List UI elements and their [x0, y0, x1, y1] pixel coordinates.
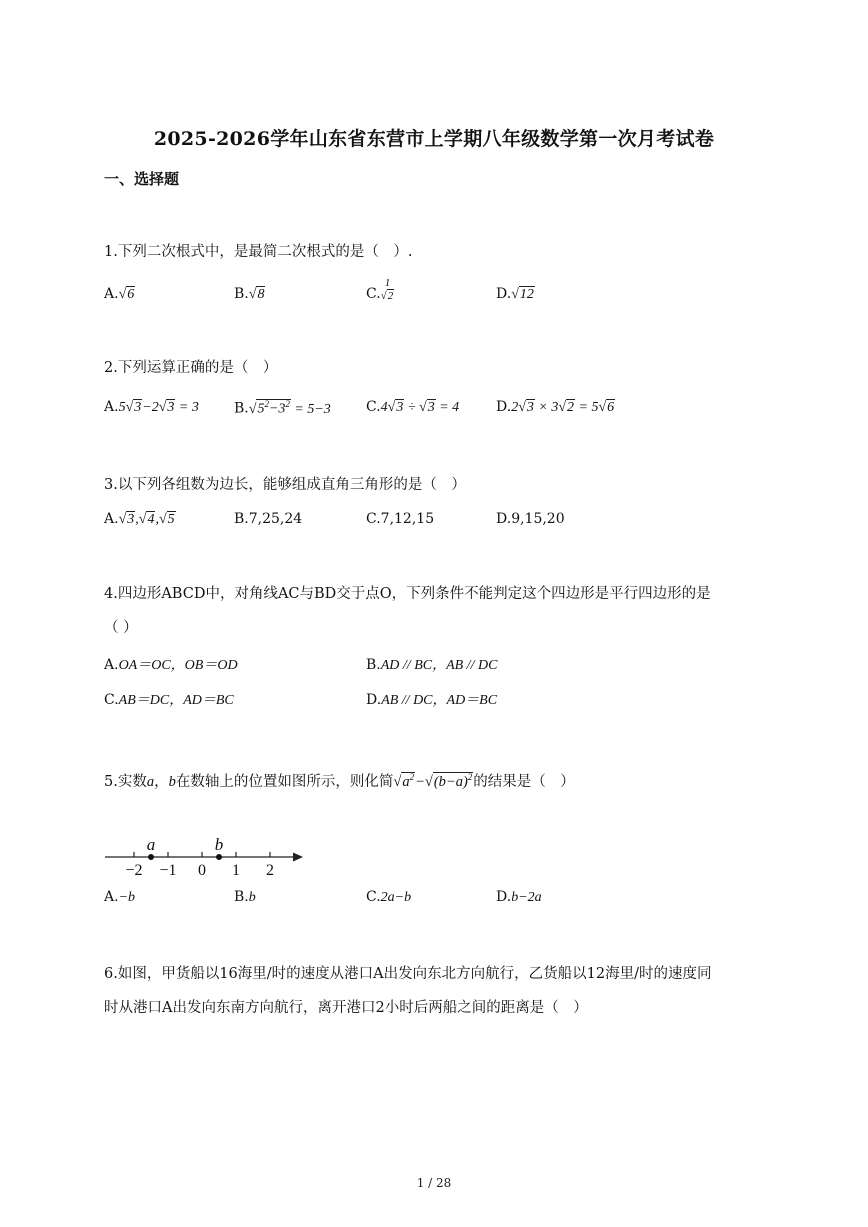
section-heading: 一、选择题 [104, 170, 180, 188]
question-4-stem-line-2: （ ） [104, 620, 138, 636]
number-line-tick-label: 1 [232, 862, 240, 879]
question-1-option-b: B.√8 [234, 286, 265, 302]
page-title: 2025-2026学年山东省东营市上学期八年级数学第一次月考试卷 [153, 128, 715, 150]
number-line-figure [100, 834, 310, 880]
question-5-stem: 5.实数a，b在数轴上的位置如图所示，则化简$√a^2-√(b-a)^2$的结果是（ ） [104, 772, 575, 790]
number-line-point-label: b [214, 835, 224, 854]
number-line-tick-label: 2 [266, 862, 274, 879]
question-1-option-a: A.√6 [104, 286, 135, 302]
number-line-tick-label: 0 [198, 862, 206, 879]
question-4-option-b: B.AD // BC，AB // DC [366, 657, 498, 673]
number-line-tick-label: −2 [125, 862, 143, 879]
question-4-option-a: A.OA＝OC，OB＝OD [104, 657, 238, 673]
question-4-stem-line-1: 4.四边形ABCD中，对角线AC与BD交于点O，下列条件不能判定这个四边形是平行四边形的是 [104, 586, 711, 602]
question-5-option-a: A.−b [104, 889, 136, 905]
question-1-option-d: D.√12 [496, 286, 534, 302]
question-5-option-d: D.b−2a [496, 889, 542, 905]
number-line-point-b [216, 854, 222, 860]
number-line-point-a [148, 854, 154, 860]
question-4-option-c: C.AB＝DC，AD＝BC [104, 692, 234, 708]
question-3-option-d: D.9,15,20 [496, 511, 565, 527]
question-4-option-d: D.AB // DC，AD＝BC [366, 692, 498, 708]
question-5-option-b: B.b [234, 889, 256, 905]
question-2-option-c: C.4√3 ÷ √3 = 4 [366, 399, 460, 415]
question-3-stem: 3.以下列各组数为边长，能够组成直角三角形的是（ ） [104, 477, 466, 493]
number-line-point-label: a [146, 835, 156, 854]
question-2-stem: 2.下列运算正确的是（ ） [104, 360, 278, 376]
number-line-tick-label: −1 [159, 862, 177, 879]
question-5-option-c: C.2a−b [366, 889, 412, 905]
question-1-stem: 1.下列二次根式中，是最简二次根式的是（ ）. [104, 244, 413, 260]
question-2-option-b: $B.√5^2-3^2 = 5-3$ [234, 399, 331, 417]
question-6-stem-line-1: 6.如图，甲货船以16海里/时的速度从港口A出发向东北方向航行，乙货船以12海里/时的速度同 [104, 966, 712, 982]
question-2-option-a: A.5√3−2√3 = 3 [104, 399, 199, 415]
question-1-option-c: C. 1 √2 [366, 276, 394, 302]
question-3-option-b: B.7,25,24 [234, 511, 303, 527]
question-2-option-d: D.2√3 × 3√2 = 5√6 [496, 399, 615, 415]
question-3-option-a: A.√3,√4,√5 [104, 511, 175, 527]
page-number: 1 / 28 [416, 1176, 452, 1190]
question-3-option-c: C.7,12,15 [366, 511, 435, 527]
question-6-stem-line-2: 时从港口A出发向东南方向航行，离开港口2小时后两船之间的距离是（ ） [104, 1000, 588, 1016]
number-line-arrow-icon [293, 853, 303, 862]
